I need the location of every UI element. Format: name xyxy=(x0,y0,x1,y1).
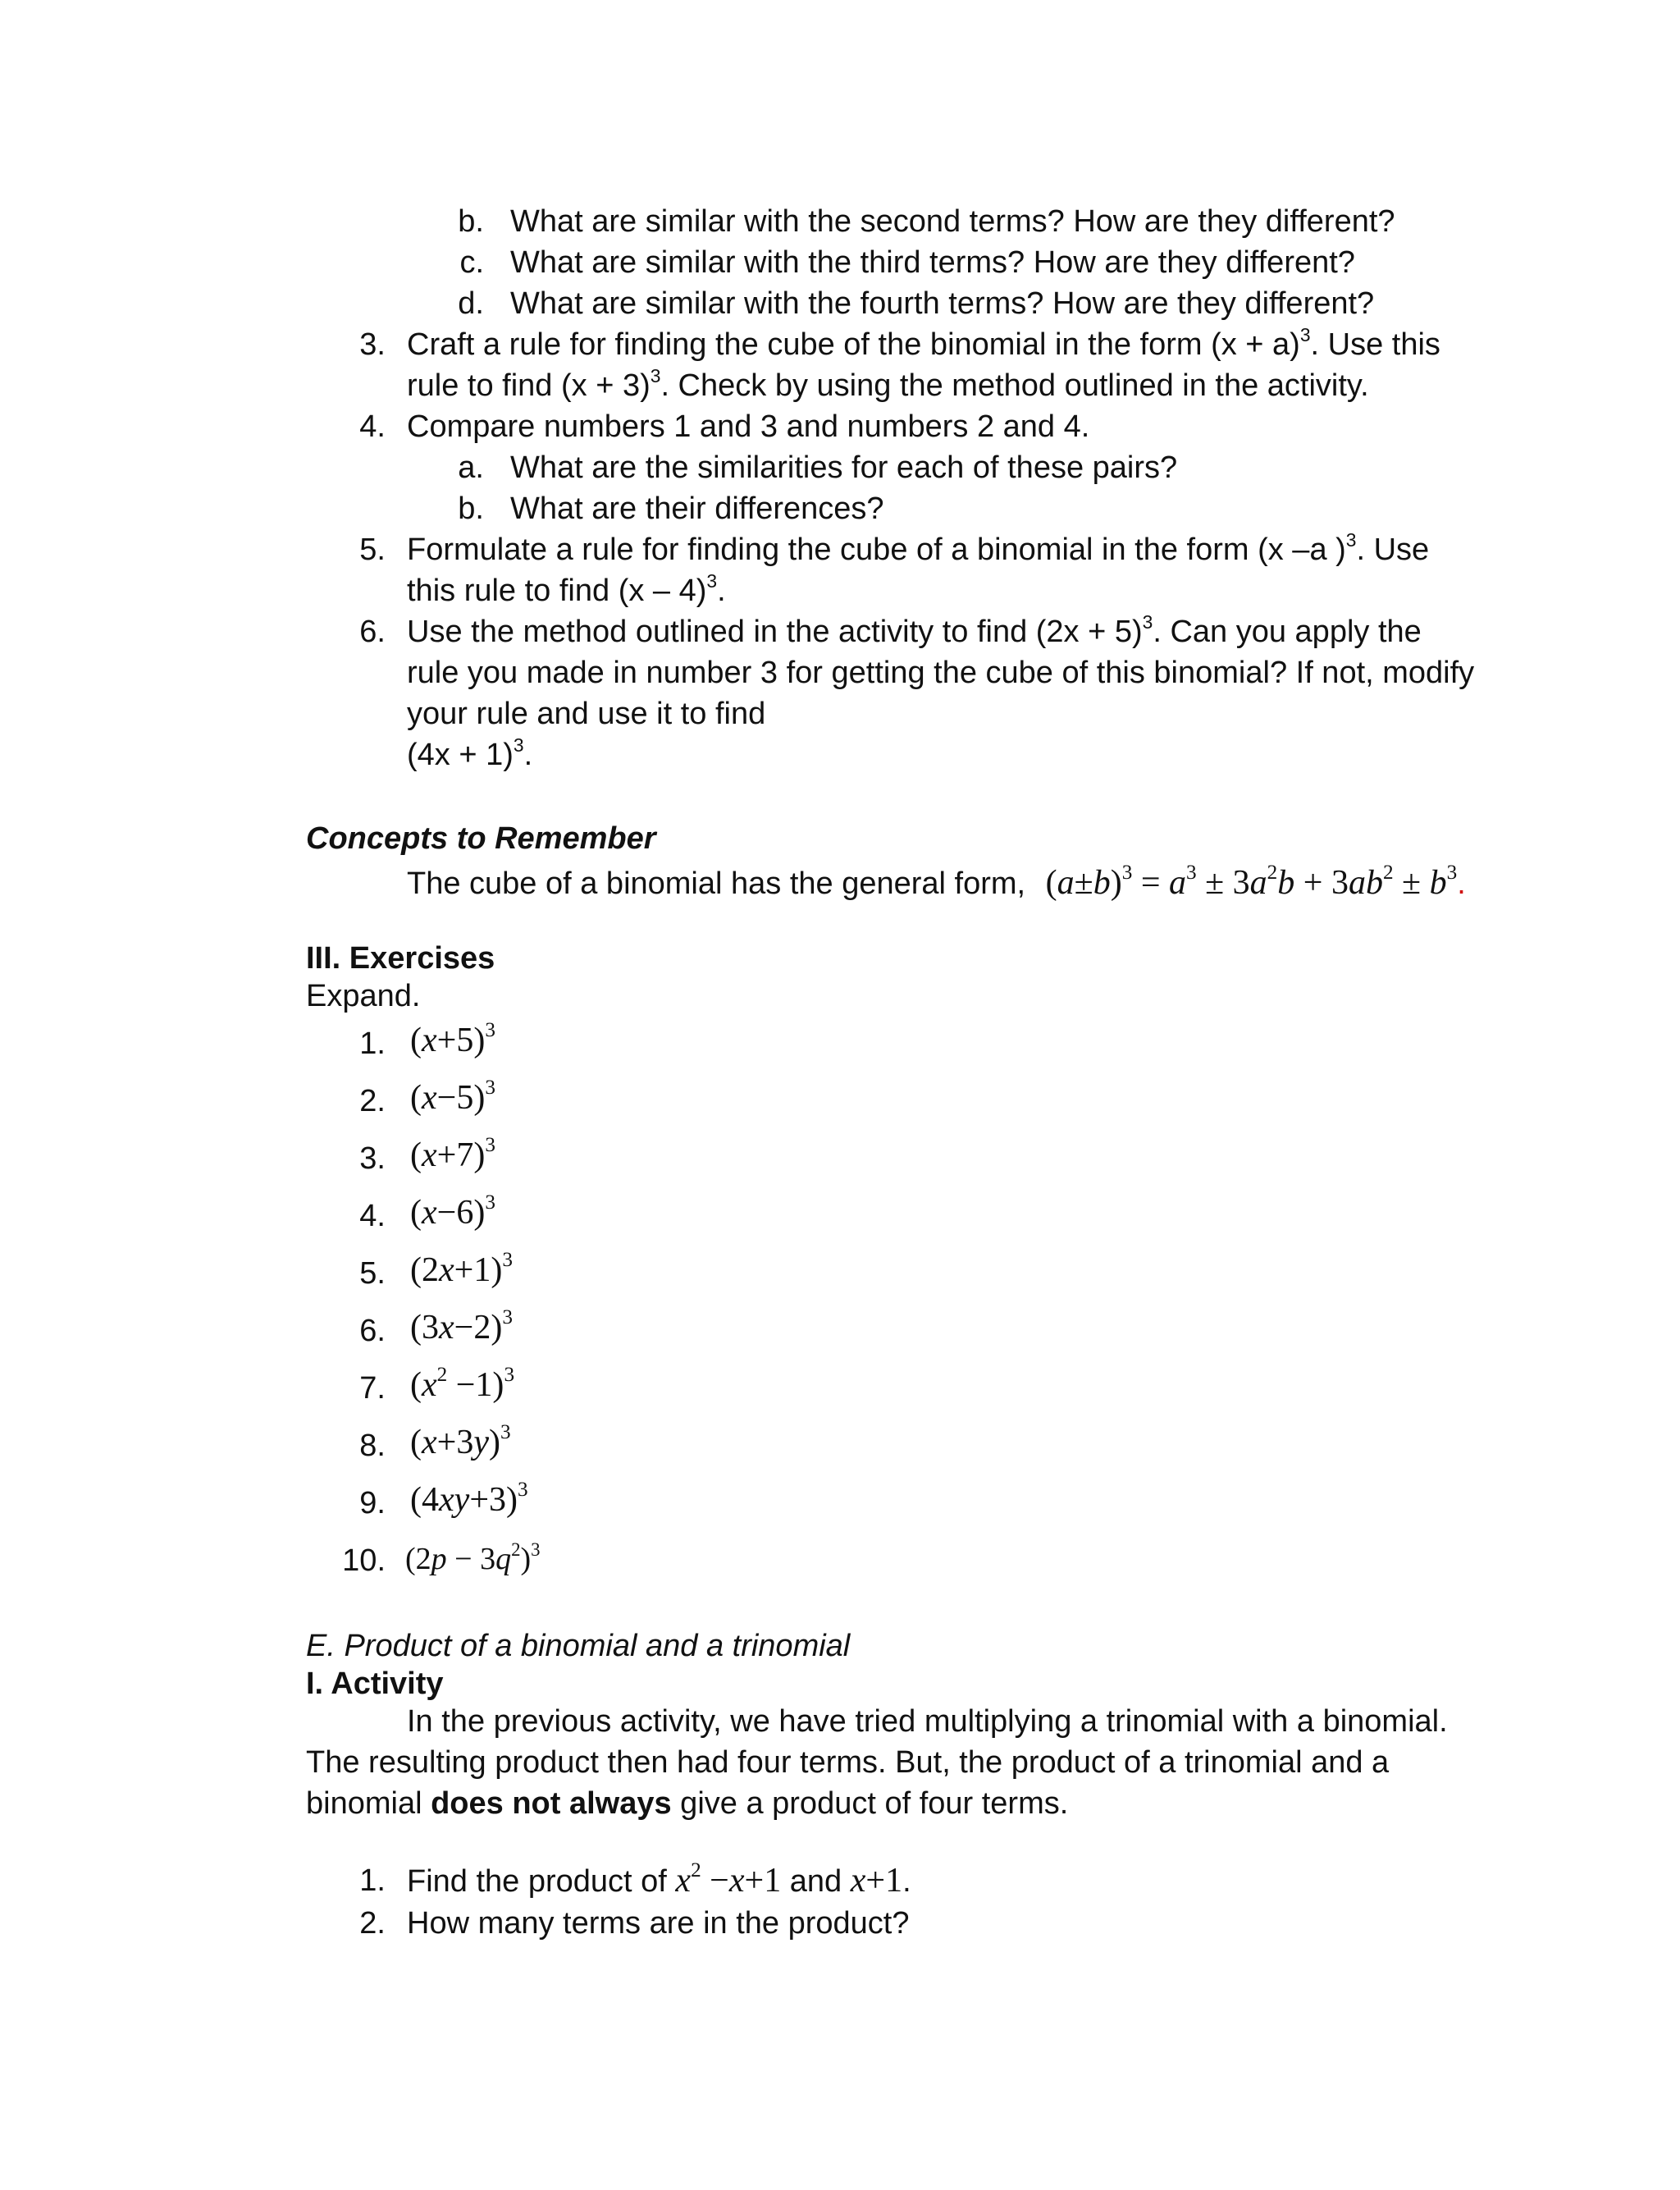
binomial-expr: x+1 xyxy=(850,1862,903,1900)
question-5-line1: Formulate a rule for finding the cube of a binomial in the form (x –a )$^3$. Use xyxy=(407,529,1430,567)
question-c-label: c. xyxy=(459,245,484,280)
exercise-4-num: 4. xyxy=(359,1199,386,1233)
question-4b-text: What are their differences? xyxy=(510,491,884,526)
exercise-8-num: 8. xyxy=(359,1429,386,1463)
exercises-instruction: Expand. xyxy=(306,979,421,1013)
exercise-2-num: 2. xyxy=(359,1084,386,1118)
question-b-text: What are similar with the second terms? How are they different? xyxy=(510,204,1395,239)
activity-heading: I. Activity xyxy=(306,1667,444,1701)
question-3-label: 3. xyxy=(359,327,386,362)
question-6-line1: Use the method outlined in the activity to find $(2x + 5)^3$. Can you apply the xyxy=(407,611,1422,649)
exercise-6-num: 6. xyxy=(359,1314,386,1348)
exercise-1-expr: $(x+5)^3$ xyxy=(410,1019,495,1059)
section-e-title: E. Product of a binomial and a trinomial xyxy=(306,1629,851,1663)
exercise-10-expr: $(2p - 3q^2)^3$ xyxy=(405,1539,541,1576)
exercise-7-expr: $(x^2 -1)^3$ xyxy=(410,1364,515,1404)
activity-para-line3: binomial does not always give a product of four terms. xyxy=(306,1786,1069,1821)
question-d-label: d. xyxy=(458,286,484,321)
exercise-7-num: 7. xyxy=(359,1371,386,1406)
concepts-title: Concepts to Remember xyxy=(306,821,656,856)
question-4-label: 4. xyxy=(359,409,386,444)
activity-item-2-num: 2. xyxy=(359,1906,386,1941)
exercise-9-expr: $(4xy+3)^3$ xyxy=(410,1479,528,1519)
activity-item-1-text: Find the product of $x^2 -x+1$ and x+1. xyxy=(407,1859,911,1900)
question-3-line2: rule to find $(x + 3)^3$. Check by using the method outlined in the activity. xyxy=(407,365,1369,403)
question-6-label: 6. xyxy=(359,615,386,649)
exercises-heading: III. Exercises xyxy=(306,941,495,976)
question-b-label: b. xyxy=(458,204,484,239)
question-5-label: 5. xyxy=(359,533,386,567)
question-4b-label: b. xyxy=(458,491,484,526)
exercise-3-num: 3. xyxy=(359,1141,386,1176)
exercise-1-num: 1. xyxy=(359,1026,386,1061)
question-4a-text: What are the similarities for each of these pairs? xyxy=(510,450,1178,485)
question-d-text: What are similar with the fourth terms? How are they different? xyxy=(510,286,1375,321)
question-5-line2: this rule to find (x – 4)$^3$. xyxy=(407,570,726,608)
exercise-10-num: 10. xyxy=(342,1543,386,1578)
exercise-3-expr: $(x+7)^3$ xyxy=(410,1134,495,1174)
exercise-5-num: 5. xyxy=(359,1256,386,1291)
exercise-4-expr: $(x-6)^3$ xyxy=(410,1191,495,1232)
question-6-line2: rule you made in number 3 for getting the cube of this binomial? If not, modify xyxy=(407,656,1475,690)
exercise-9-num: 9. xyxy=(359,1486,386,1520)
concepts-text xyxy=(407,862,1466,902)
exercise-8-expr: $(x+3y)^3$ xyxy=(410,1421,511,1461)
question-c-text: What are similar with the third terms? How are they different? xyxy=(510,245,1355,280)
question-4-text: Compare numbers 1 and 3 and numbers 2 and 4. xyxy=(407,409,1090,444)
activity-para-line2: The resulting product then had four terms. But, the product of a trinomial and a xyxy=(306,1745,1390,1780)
activity-para-line1: In the previous activity, we have tried multiplying a trinomial with a binomial. xyxy=(407,1704,1448,1739)
question-4a-label: a. xyxy=(458,450,484,485)
question-6-line4: $(4x + 1)^3$. xyxy=(407,734,533,772)
general-form-formula: $(a\pm b)^3 = a^3 \pm 3a^2b + 3ab^2 \pm b^3$ xyxy=(1045,862,1458,902)
activity-item-2-text: How many terms are in the product? xyxy=(407,1906,910,1941)
exercise-2-expr: $(x-5)^3$ xyxy=(410,1077,495,1117)
activity-item-1-num: 1. xyxy=(359,1863,386,1898)
exercise-6-expr: $(3x-2)^3$ xyxy=(410,1306,513,1346)
question-3-line1: Craft a rule for finding the cube of the binomial in the form $(x + a)^3$. Use this xyxy=(407,324,1440,362)
formula-period: . xyxy=(1457,866,1466,901)
concepts-sentence: The cube of a binomial has the general form, xyxy=(407,866,1026,901)
question-6-line3: your rule and use it to find xyxy=(407,697,766,731)
exercise-5-expr: $(2x+1)^3$ xyxy=(410,1249,513,1289)
trinomial-expr: $x^2 -x+1$ xyxy=(675,1859,782,1900)
